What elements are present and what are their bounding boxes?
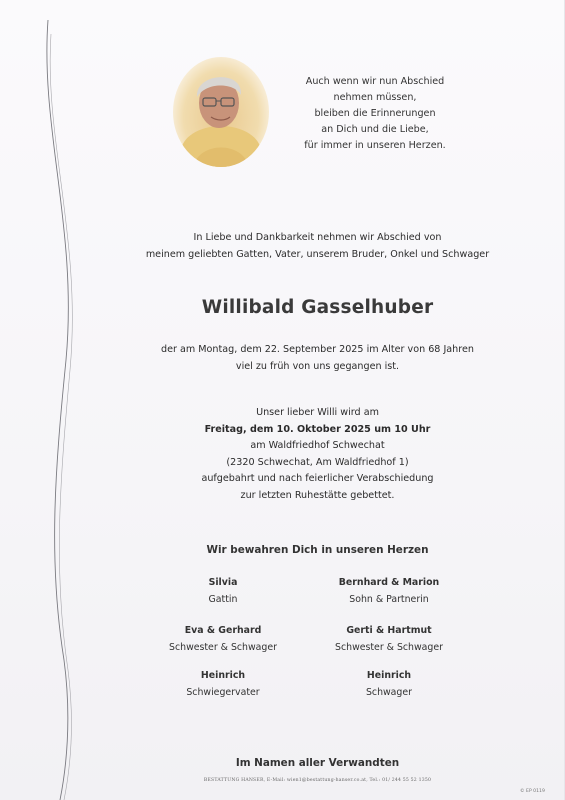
quote-line: für immer in unseren Herzen. [304,140,446,151]
funeral-details [100,405,535,504]
mourner-relation: Schwager [365,687,413,698]
mourner-relation: Sohn & Partnerin [349,594,429,605]
mourner-entry [294,667,484,701]
funeral-home-footer: BESTATTUNG HANSER, E-Mail: wien1@bestattung-hanser.co.at, Tel.: 01/ 244 55 52 1350 [203,778,432,783]
funeral-line: zur letzten Ruhestätte gebettet. [240,489,395,501]
mourner-name: Gerti & Hartmut [346,625,432,636]
death-line: der am Montag, dem 22. September 2025 im Alter von 68 Jahren [161,344,474,355]
funeral-date-time: Freitag, dem 10. Oktober 2025 um 10 Uhr [204,423,431,435]
deceased-name: Willibald Gasselhuber [201,297,434,318]
funeral-line: Unser lieber Willi wird am [256,407,379,418]
mourners-heading: Wir bewahren Dich in unseren Herzen [206,544,429,556]
quote-line: bleiben die Erinnerungen [314,108,436,119]
intro-text [100,230,535,263]
mourner-entry [294,574,484,608]
funeral-address: (2320 Schwechat, Am Waldfriedhof 1) [226,456,409,468]
mourner-name: Heinrich [366,670,412,681]
quote-line: an Dich und die Liebe, [321,124,429,135]
mourner-relation: Schwester & Schwager [169,642,277,653]
death-notice [100,342,535,375]
mourner-name: Heinrich [200,670,246,681]
quote-line: nehmen müssen, [333,92,417,103]
funeral-location: am Waldfriedhof Schwechat [250,440,385,451]
closing-line: Im Namen aller Verwandten [235,757,400,769]
funeral-line: aufgebahrt und nach feierlicher Verabschiedung [201,473,434,484]
quote-line: Auch wenn wir nun Abschied [305,76,445,87]
portrait-photo [173,57,269,167]
mourner-entry [128,667,318,701]
mourner-entry [128,574,318,608]
intro-line: In Liebe und Dankbarkeit nehmen wir Abschied von [193,232,442,243]
mourner-relation: Gattin [208,594,238,605]
template-code: © EP 0119 [520,789,545,794]
quote-poem [290,74,460,154]
mourner-name: Bernhard & Marion [338,577,440,588]
death-line: viel zu früh von uns gegangen ist. [235,360,400,372]
intro-line: meinem geliebten Gatten, Vater, unserem Bruder, Onkel und Schwager [145,248,490,260]
mourner-entry [128,622,318,656]
mourner-name: Silvia [208,577,238,588]
mourner-relation: Schwester & Schwager [335,642,443,653]
mourner-entry [294,622,484,656]
mourner-name: Eva & Gerhard [184,625,262,636]
mourner-relation: Schwiegervater [186,687,260,698]
